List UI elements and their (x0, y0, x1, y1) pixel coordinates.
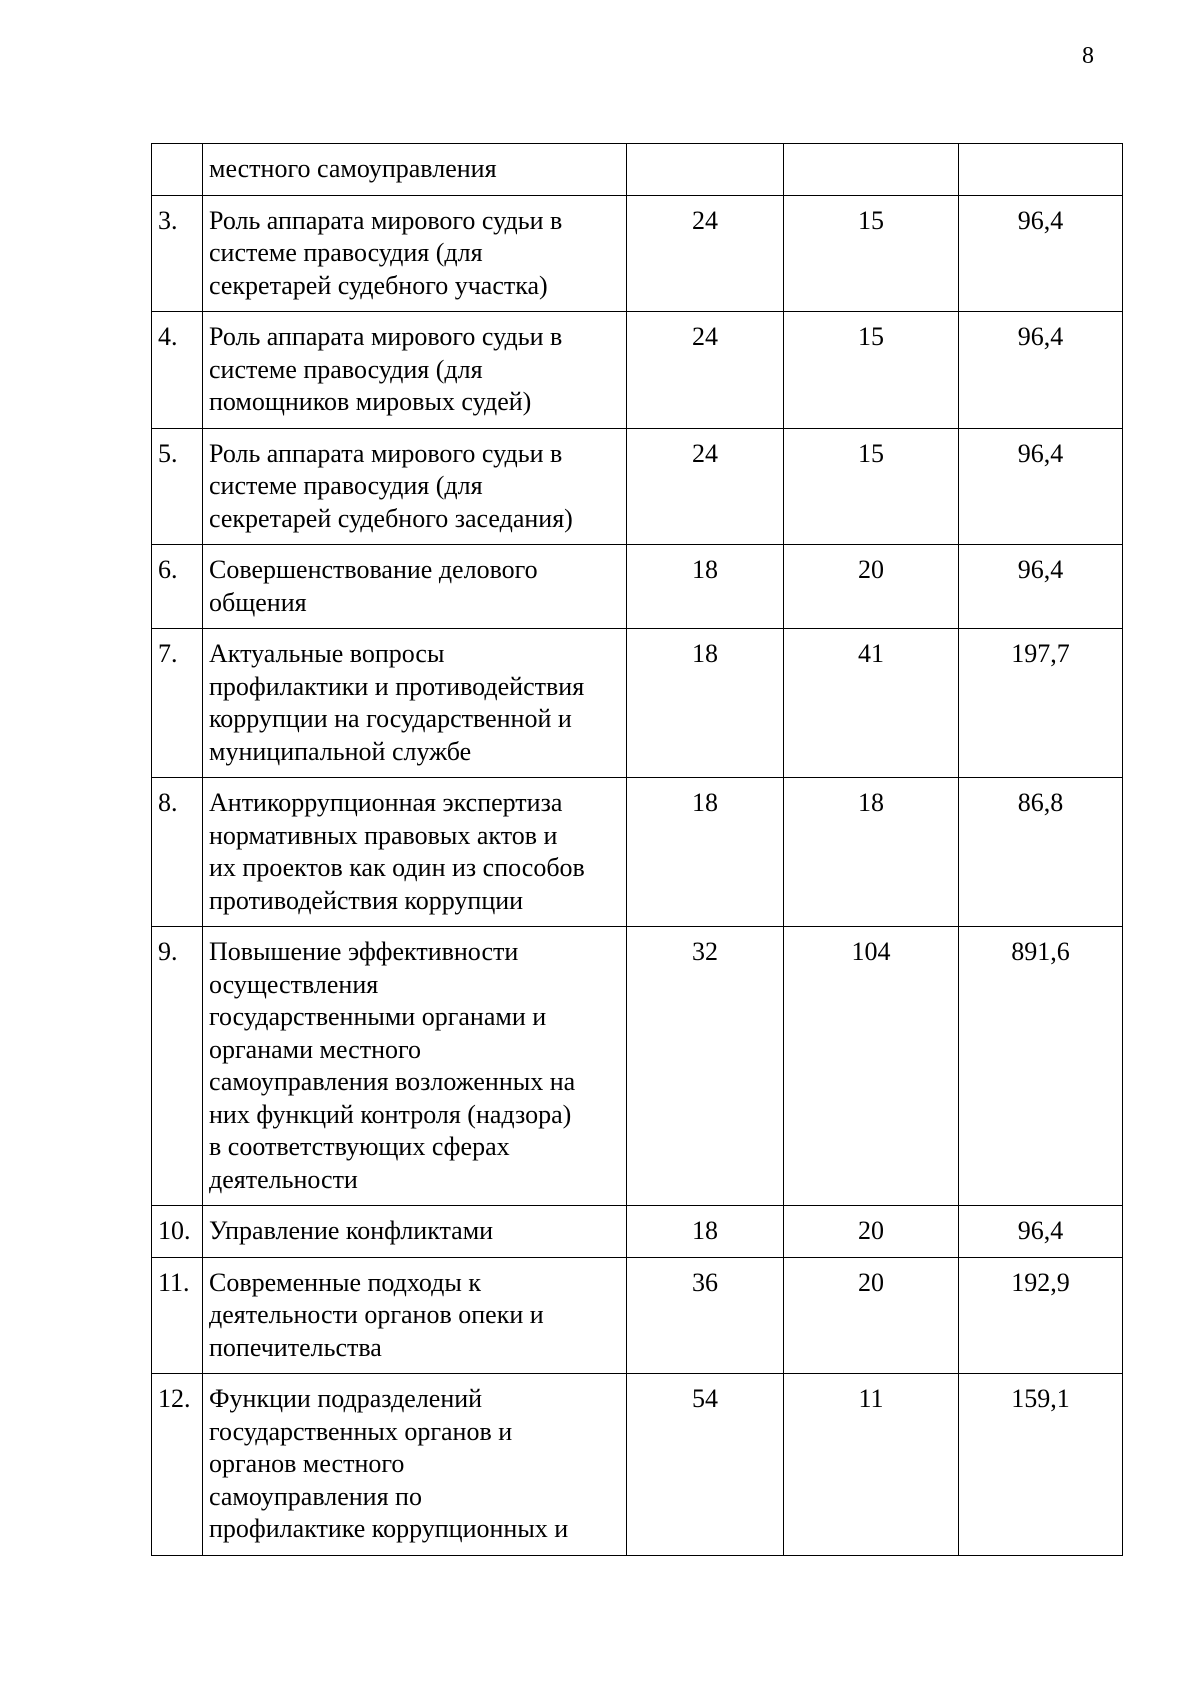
course-name-line: деятельности органов опеки и (209, 1300, 544, 1329)
page-number: 8 (1082, 43, 1094, 69)
table-row (152, 144, 1123, 196)
course-name-line: профилактики и противодействия (209, 671, 585, 701)
value-col-1: 24 (627, 428, 784, 545)
value-col-3: 96,4 (959, 312, 1123, 429)
course-name-line: Повышение эффективности (209, 937, 519, 966)
table-body (152, 144, 1123, 1556)
table-row (152, 1206, 1123, 1258)
table-row (152, 1374, 1123, 1556)
value-col-1: 18 (627, 1206, 784, 1258)
value-col-3: 86,8 (959, 778, 1123, 927)
value-col-1: 24 (627, 312, 784, 429)
course-name-line: государственных органов и (209, 1416, 513, 1446)
course-name-line: профилактике коррупционных и (209, 1514, 569, 1543)
course-name-line: Актуальные вопросы (209, 639, 445, 668)
course-name-line: Роль аппарата мирового судьи в (209, 322, 563, 351)
value-col-3: 96,4 (959, 195, 1123, 312)
course-name-line: секретарей судебного участка) (209, 270, 548, 300)
courses-table (151, 143, 1123, 1556)
value-col-3 (959, 144, 1123, 196)
course-name (203, 629, 627, 778)
table-row (152, 312, 1123, 429)
course-name-line: системе правосудия (для (209, 238, 483, 267)
course-name (203, 195, 627, 312)
course-name-line: них функций контроля (надзора) (209, 1099, 572, 1129)
course-name-line: помощников мировых судей) (209, 387, 532, 416)
value-col-3: 96,4 (959, 428, 1123, 545)
course-name (203, 1257, 627, 1374)
course-name-line: Совершенствование делового (209, 555, 538, 584)
course-name-line: муниципальной службе (209, 736, 472, 766)
course-name-line: системе правосудия (для (209, 354, 483, 384)
value-col-3: 159,1 (959, 1374, 1123, 1556)
course-name (203, 1374, 627, 1556)
value-col-2: 15 (784, 195, 959, 312)
row-number: 4. (152, 312, 203, 429)
value-col-1: 54 (627, 1374, 784, 1556)
course-name-line: Управление конфликтами (209, 1216, 494, 1245)
course-name-line: Функции подразделений (209, 1384, 483, 1413)
row-number: 5. (152, 428, 203, 545)
course-name (203, 927, 627, 1206)
value-col-2: 15 (784, 428, 959, 545)
value-col-1: 24 (627, 195, 784, 312)
table-row (152, 778, 1123, 927)
value-col-2: 20 (784, 1257, 959, 1374)
row-number: 9. (152, 927, 203, 1206)
value-col-3: 197,7 (959, 629, 1123, 778)
value-col-2: 18 (784, 778, 959, 927)
course-name-line: системе правосудия (для (209, 471, 483, 500)
course-name-line: деятельности (209, 1164, 358, 1194)
value-col-2: 20 (784, 1206, 959, 1258)
course-name (203, 545, 627, 629)
course-name (203, 144, 627, 196)
value-col-1 (627, 144, 784, 196)
row-number: 8. (152, 778, 203, 927)
value-col-2 (784, 144, 959, 196)
course-name-line: в соответствующих сферах (209, 1132, 510, 1161)
row-number: 3. (152, 195, 203, 312)
table-row (152, 927, 1123, 1206)
table-row (152, 1257, 1123, 1374)
value-col-2: 104 (784, 927, 959, 1206)
course-name-line: Современные подходы к (209, 1267, 481, 1297)
course-name (203, 428, 627, 545)
table-row (152, 545, 1123, 629)
course-name (203, 312, 627, 429)
course-name (203, 1206, 627, 1258)
row-number: 7. (152, 629, 203, 778)
course-name-line: противодействия коррупции (209, 885, 524, 915)
course-name-line: местного самоуправления (209, 154, 497, 183)
row-number: 11. (152, 1257, 203, 1374)
value-col-3: 891,6 (959, 927, 1123, 1206)
row-number: 6. (152, 545, 203, 629)
value-col-3: 96,4 (959, 545, 1123, 629)
value-col-2: 20 (784, 545, 959, 629)
row-number (152, 144, 203, 196)
course-name-line: самоуправления по (209, 1481, 422, 1511)
value-col-1: 32 (627, 927, 784, 1206)
course-name-line: нормативных правовых актов и (209, 820, 558, 850)
table-row (152, 195, 1123, 312)
course-name (203, 778, 627, 927)
value-col-1: 18 (627, 629, 784, 778)
course-name-line: Роль аппарата мирового судьи в (209, 205, 563, 235)
course-name-line: их проектов как один из способов (209, 853, 585, 882)
course-name-line: попечительства (209, 1332, 382, 1362)
value-col-1: 18 (627, 778, 784, 927)
course-name-line: секретарей судебного заседания) (209, 503, 573, 533)
course-name-line: общения (209, 587, 307, 617)
course-name-line: Антикоррупционная экспертиза (209, 788, 563, 817)
value-col-2: 41 (784, 629, 959, 778)
table-row (152, 629, 1123, 778)
course-name-line: осуществления (209, 969, 379, 999)
value-col-3: 96,4 (959, 1206, 1123, 1258)
course-name-line: государственными органами и (209, 1002, 547, 1031)
course-name-line: коррупции на государственной и (209, 704, 572, 733)
course-name-line: самоуправления возложенных на (209, 1067, 576, 1096)
course-name-line: органами местного (209, 1034, 421, 1064)
row-number: 12. (152, 1374, 203, 1556)
value-col-2: 15 (784, 312, 959, 429)
value-col-2: 11 (784, 1374, 959, 1556)
value-col-1: 36 (627, 1257, 784, 1374)
course-name-line: органов местного (209, 1449, 405, 1478)
course-name-line: Роль аппарата мирового судьи в (209, 438, 563, 468)
table-row (152, 428, 1123, 545)
row-number: 10. (152, 1206, 203, 1258)
value-col-3: 192,9 (959, 1257, 1123, 1374)
value-col-1: 18 (627, 545, 784, 629)
